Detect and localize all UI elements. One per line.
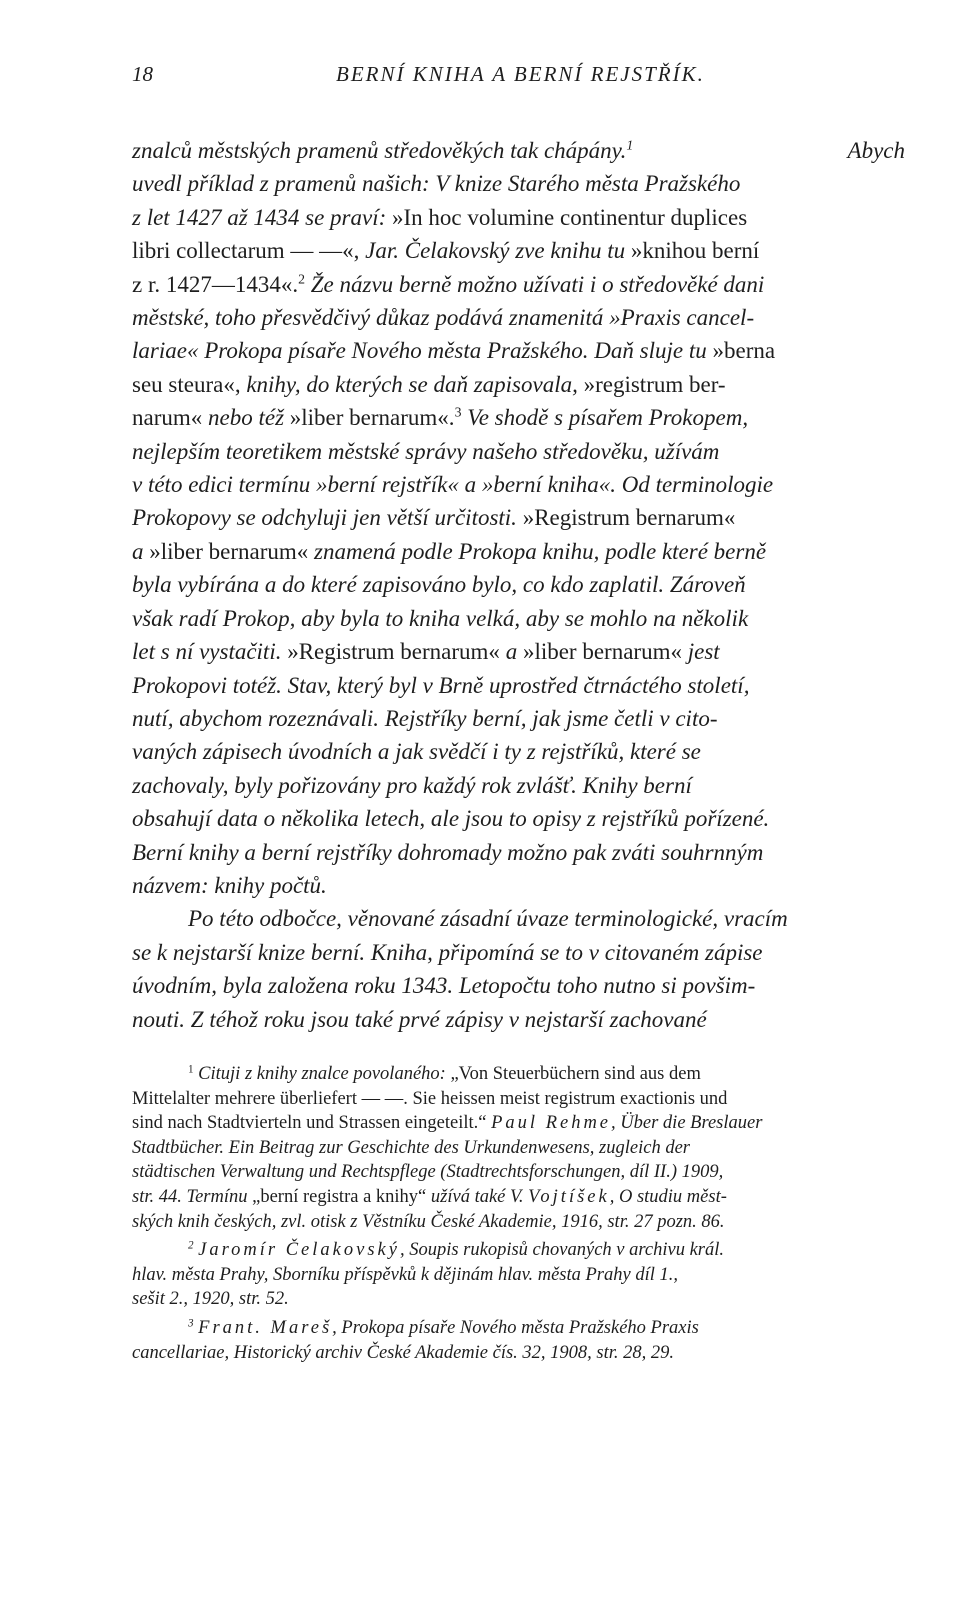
footnote-ref: 3: [454, 404, 462, 420]
page-number: 18: [132, 62, 153, 86]
text-line: let s ní vystačiti. »Registrum bernarum« a »liber bernarum« jest: [132, 639, 720, 665]
text-line: nouti. Z téhož roku jsou také prvé zápisy v nejstarší zachované: [132, 1006, 707, 1032]
text-line: seu steura«, knihy, do kterých se daň zapisovala, »registrum ber-: [132, 371, 726, 397]
footnote-3: $^3$ Frant. Mareš, Prokopa písaře Nového města Pražského Praxis cancellariae, Historický archiv České Akademie čís. 32, 1908, str. 28, 29.: [132, 1317, 699, 1363]
footnotes: [132, 1062, 905, 1365]
text-line: narum« nebo též »liber bernarum«.$^3$ Ve shodě s písařem Prokopem,: [132, 404, 749, 431]
text-line: lariae« Prokopa písaře Nového města Pražského. Daň sluje tu »berna: [132, 338, 776, 364]
text-line: znalců městských pramenů středověkých tak chápány.$^1$ Abych: [132, 137, 905, 163]
text-line: Berní knihy a berní rejstříky dohromady možno pak zváti souhrnným: [132, 839, 764, 865]
text-line: obsahují data o několika letech, ale jsou to opisy z rejstříků pořízené.: [132, 806, 770, 832]
text-line: nejlepším teoretikem městské správy našeho středověku, užívám: [132, 438, 720, 464]
text-line: byla vybírána a do které zapisováno bylo, co kdo zaplatil. Zároveň: [132, 572, 746, 598]
text-line: nutí, abychom rozeznávali. Rejstříky berní, jak jsme četli v cito-: [132, 705, 718, 731]
footnote-number: 1: [188, 1063, 194, 1076]
text-line: však radí Prokop, aby byla to kniha velká, aby se mohlo na několik: [132, 605, 749, 631]
text-line: Po této odbočce, věnované zásadní úvaze terminologické, vracím: [188, 906, 788, 932]
text-line: zachovaly, byly pořizovány pro každý rok zvlášť. Knihy berní: [132, 772, 692, 798]
page-header: [132, 58, 832, 94]
text-line: uvedl příklad z pramenů našich: V knize Starého města Pražského: [132, 171, 741, 197]
text-line: vaných zápisech úvodních a jak svědčí i ty z rejstříků, které se: [132, 739, 701, 765]
text-line: libri collectarum — —«, Jar. Čelakovský zve knihu tu »knihou berní: [132, 238, 760, 264]
main-text: [132, 134, 905, 1036]
footnote-number: 2: [188, 1239, 194, 1252]
text-line: názvem: knihy počtů.: [132, 872, 327, 898]
text-line: Prokopovy se odchyluji jen větší určitosti. »Registrum bernarum«: [132, 505, 736, 531]
text-line: v této edici termínu »berní rejstřík« a »berní kniha«. Od terminologie: [132, 472, 774, 498]
footnote-ref: 2: [298, 271, 306, 287]
footnote-1: $^1$ Cituji z knihy znalce povolaného: „Von Steuerbüchern sind aus dem Mittelalter mehrere überliefert — —. Sie heissen meist registrum exactionis und sind nach Stadtvierteln und Strassen eingeteilt.“ Paul Rehme, Über die Breslauer Stadtbücher. Ein Beitrag zur Geschichte des Urkundenwesens, zugleich der städtischen Verwaltung und Rechtspflege (Stadtrechtsforschungen, díl II.) 1909, str. 44. Termínu „berní registra a knihy“ užívá také V. Vojtíšek, O studiu měst- ských knih českých, zvl. otisk z Věstníku České Akademie, 1916, str. 27 pozn. 86.: [132, 1063, 763, 1232]
text-line: městské, toho přesvědčivý důkaz podává znamenitá »Praxis cancel-: [132, 305, 755, 331]
text-line: z r. 1427—1434«.$^2$ Že názvu berně možno užívati i o středověké dani: [132, 271, 765, 297]
text-line: se k nejstarší knize berní. Kniha, připomíná se to v citovaném zápise: [132, 939, 763, 965]
text-line: Prokopovi totéž. Stav, který byl v Brně uprostřed čtrnáctého století,: [132, 672, 750, 698]
footnote-2: $^2$ Jaromír Čelakovský, Soupis rukopisů chovaných v archivu král. hlav. města Prahy, Sborníku příspěvků k dějinám hlav. města Prahy díl 1., sešit 2., 1920, str. 52.: [132, 1239, 724, 1310]
footnote-ref: 1: [626, 137, 634, 153]
footnote-number: 3: [188, 1317, 194, 1330]
text-line: a »liber bernarum« znamená podle Prokopa knihu, podle které berně: [132, 538, 767, 564]
text-line: z let 1427 až 1434 se praví: »In hoc volumine continentur duplices: [132, 204, 748, 230]
text-line: úvodním, byla založena roku 1343. Letopočtu toho nutno si povšim-: [132, 973, 756, 999]
running-head: BERNÍ KNIHA A BERNÍ REJSTŘÍK.: [336, 62, 705, 86]
